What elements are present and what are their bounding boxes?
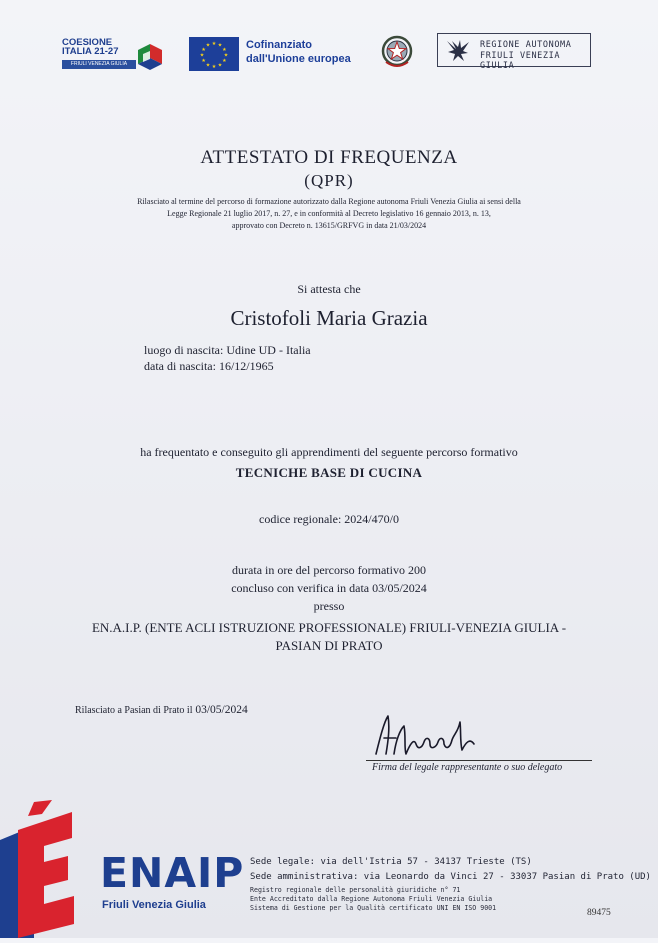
reg-line3: Sistema di Gestione per la Qualità certificato UNI EN ISO 9001 xyxy=(250,904,497,912)
legal-line3: approvato con Decreto n. 13615/GRFVG in data 21/03/2024 xyxy=(231,221,427,230)
svg-text:★: ★ xyxy=(201,47,206,53)
legal-line2: Legge Regionale 21 luglio 2017, n. 27, e in conformità al Decreto legislativo 16 gennaio 2013, n. 13, xyxy=(167,209,491,218)
signature-line xyxy=(366,760,592,761)
svg-text:★: ★ xyxy=(223,52,229,59)
coesione-region: FRIULI VENEZIA GIULIA xyxy=(62,60,136,69)
birthplace: luogo di nascita: Udine UD - Italia xyxy=(144,343,311,357)
signature-caption: Firma del legale rappresentante o suo delegato xyxy=(372,762,563,773)
svg-text:★: ★ xyxy=(217,62,223,69)
document-number: 89475 xyxy=(587,908,611,918)
fvg-line1: REGIONE AUTONOMA xyxy=(480,40,572,50)
reg-line1: Registro regionale delle personalità giuridiche n° 71 xyxy=(250,886,461,894)
legal-reference xyxy=(0,196,658,232)
frequentato-text: ha frequentato e conseguito gli apprendimenti del seguente percorso formativo xyxy=(140,445,518,459)
coesione-line2: ITALIA 21-27 xyxy=(62,46,119,57)
svg-text:★: ★ xyxy=(201,58,206,64)
registration-info xyxy=(250,886,496,913)
course-details xyxy=(0,561,658,615)
sede-amministrativa: Sede amministrativa: via Leonardo da Vinci 27 - 33037 Pasian di Prato (UD) xyxy=(250,872,651,882)
coesione-italia-logo xyxy=(60,38,166,72)
eu-cofinanced-text xyxy=(246,38,376,66)
sede-legale: Sede legale: via dell'Istria 57 - 34137 Trieste (TS) xyxy=(250,857,532,867)
birthdate: data di nascita: 16/12/1965 xyxy=(144,359,274,373)
training-institution xyxy=(0,619,658,655)
svg-text:★: ★ xyxy=(205,62,211,69)
coesione-line1: COESIONE xyxy=(62,37,113,48)
birth-info xyxy=(144,342,311,374)
issue-place-date xyxy=(75,704,248,716)
enaip-e-logo-icon xyxy=(0,800,80,943)
eu-flag-icon xyxy=(189,37,239,71)
certificate-title: ATTESTATO DI FREQUENZA xyxy=(200,147,458,168)
svg-text:★: ★ xyxy=(199,52,205,59)
eu-line1: Cofinanziato xyxy=(246,39,312,51)
attesta-text: Si attesta che xyxy=(297,282,361,296)
regional-code: codice regionale: 2024/470/0 xyxy=(259,512,399,526)
coesione-cube-icon xyxy=(134,40,164,72)
course-name: TECNICHE BASE DI CUCINA xyxy=(235,465,423,480)
eu-line2: dall'Unione europea xyxy=(246,53,351,65)
fvg-line2: FRIULI VENEZIA GIULIA xyxy=(480,51,561,71)
enaip-subtitle: Friuli Venezia Giulia xyxy=(102,899,206,911)
issue-date: 03/05/2024 xyxy=(195,704,248,716)
svg-text:★: ★ xyxy=(205,42,211,49)
course-duration: durata in ore del percorso formativo 200 xyxy=(232,563,426,577)
italian-republic-emblem-icon xyxy=(380,34,414,70)
ente-line2: PASIAN DI PRATO xyxy=(275,638,383,653)
issue-label: Rilasciato a Pasian di Prato il xyxy=(75,705,193,716)
recipient-name: Cristofoli Maria Grazia xyxy=(230,306,428,330)
regione-fvg-logo xyxy=(437,33,591,71)
svg-text:★: ★ xyxy=(211,41,217,47)
svg-text:★: ★ xyxy=(211,64,217,70)
reg-line2: Ente Accreditato dalla Regione Autonoma Friuli Venezia Giulia xyxy=(250,895,493,903)
course-completion: concluso con verifica in data 03/05/2024 xyxy=(231,581,427,595)
enaip-wordmark: ENAIP xyxy=(100,849,245,897)
legal-line1: Rilasciato al termine del percorso di formazione autorizzato dalla Regione autonoma Friuli Venezia Giulia ai sensi della xyxy=(137,197,521,206)
svg-text:★: ★ xyxy=(222,58,227,64)
svg-text:★: ★ xyxy=(217,42,223,49)
eagle-icon xyxy=(442,37,474,63)
certificate-subtitle: (QPR) xyxy=(304,171,354,190)
svg-text:★: ★ xyxy=(222,47,227,53)
presso-text: presso xyxy=(313,599,345,613)
handwritten-signature xyxy=(370,708,490,765)
ente-line1: EN.A.I.P. (ENTE ACLI ISTRUZIONE PROFESSIONALE) FRIULI-VENEZIA GIULIA - xyxy=(91,620,567,635)
